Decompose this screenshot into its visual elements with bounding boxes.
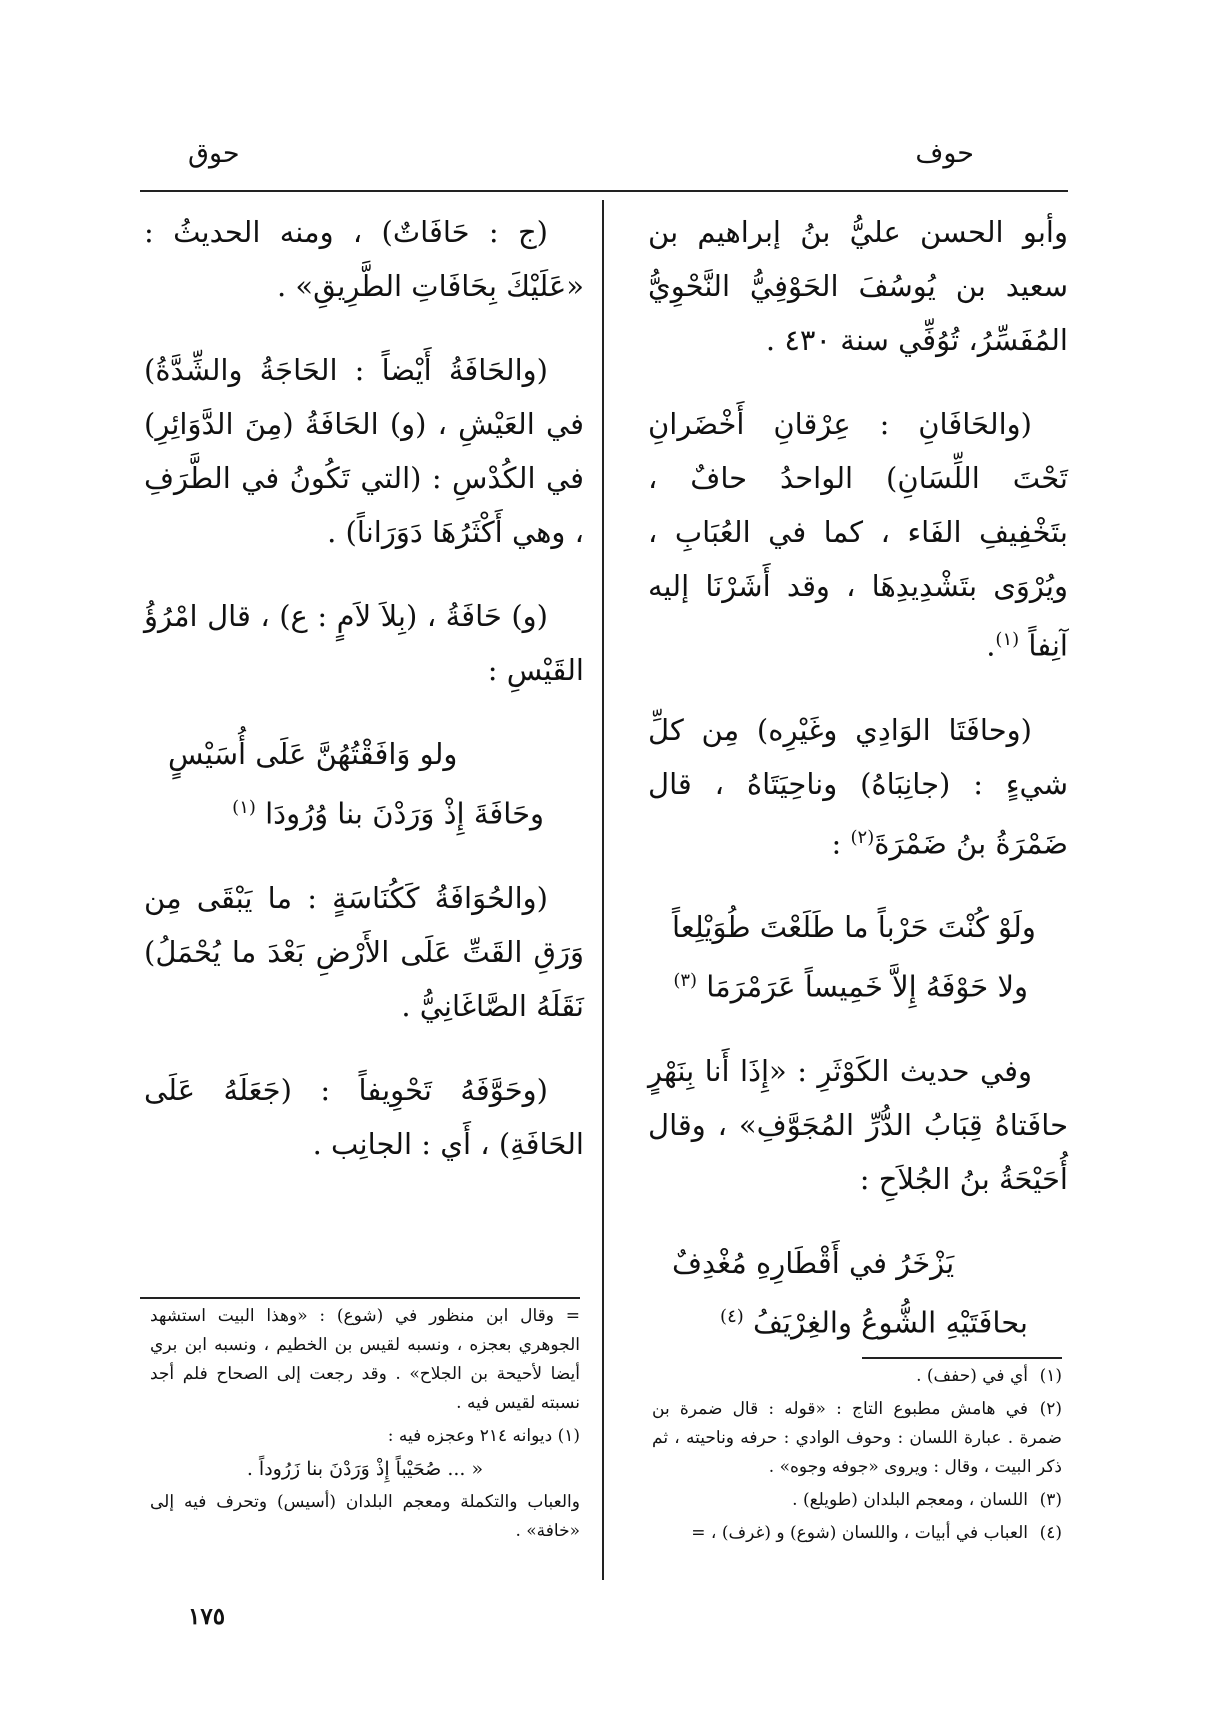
left-footnote-mark-1: (١) [232, 797, 256, 818]
header-rule [140, 190, 1068, 192]
right-paragraph-1: وأبو الحسن عليُّ بنُ إبراهيم بن سعيد بن يُوسُفَ الحَوْفِيُّ النَّحْوِيُّ المُفَسِّرُ، تُوُفِّي سنة ٤٣٠ . [648, 215, 1068, 357]
verse-2-first-hemistich: يَزْخَرُ في أَقْطَارِهِ مُغْدِفٌ [672, 1245, 955, 1280]
left-paragraph-1: (ج : حَافَاتٌ) ، ومنه الحديثُ : «عَلَيْكَ بِحَافَاتِ الطَّرِيقِ» . [144, 215, 584, 303]
right-paragraph-4: وفي حديث الكَوْثَرِ : «إِذَا أَنا بِنَهْرٍ حافَتاهُ قِبَابُ الدُّرِّ المُجَوَّفِ» ، وقال أُحَيْحَةُ بنُ الجُلاَحِ : [648, 1053, 1068, 1196]
footnote-item: والعباب والتكملة ومعجم البلدان (أسيس) وتحرف فيه إلى «خافة» . [150, 1492, 580, 1541]
footnote-mark-2: (٢) [850, 826, 875, 848]
verse-2-second-hemistich: بحافَتَيْهِ الشُّوعُ والغِرْيَفُ $^{(٤)}$ [720, 1305, 1028, 1340]
left-verse-first-hemistich: ولو وَافَقْتُهُنَّ عَلَى أُسَيْسٍ [168, 737, 458, 771]
footnote-quote: « ... صُحَيْباً إِذْ وَرَدْنَ بنا زَرُوداً . [246, 1458, 484, 1480]
right-column [648, 205, 1068, 1380]
footnote-mark-4: (٤) [720, 1305, 744, 1327]
footnote-item: (٤)العباب في أبيات ، واللسان (شوع) و (غرف) ، = [691, 1523, 1062, 1543]
footnote-rule-right [862, 1357, 1062, 1359]
verse-1-first-hemistich: ولَوْ كُنْتَ حَرْباً ما طَلَعْتَ طُوَيْلِعاً [672, 910, 1036, 945]
column-divider [602, 200, 604, 1580]
left-paragraph-3: (و) حَافَةُ ، (بِلاَ لاَمٍ : ع) ، قال امْرُؤُ القَيْسِ : [144, 599, 584, 687]
page-number: ١٧٥ [188, 1603, 226, 1630]
left-verse-second-hemistich: وحَافَةَ إِذْ وَرَدْنَ بنا وُرُودَا $^{(١)}$ [232, 796, 544, 831]
verse-1-second-hemistich: ولا حَوْفَهُ إِلاَّ خَمِيساً عَرَمْرَمَا $^{(٣)}$ [673, 969, 1028, 1004]
footnotes-left [150, 1302, 580, 1550]
running-head-right: حوف [915, 138, 974, 169]
footnotes-right [652, 1362, 1062, 1552]
footnote-mark-3: (٣) [673, 970, 698, 992]
left-paragraph-2: (والحَافَةُ أَيْضاً : الحَاجَةُ والشِّدَّةُ) في العَيْشِ ، (و) الحَافَةُ (مِنَ الدَّوَائِرِ) في الكُدْسِ : (التي تَكُونُ في الطَّرَفِ ، وهي أَكْثَرُهَا دَوَرَاناً) . [144, 353, 584, 549]
footnote-item: (٢)في هامش مطبوع التاج : «قوله : قال ضمرة بن ضمرة . عبارة اللسان : وحوف الوادي : حرفه وناحيته ، ثم ذكر البيت ، وقال : ويروى «جوفه وجوه» . [652, 1399, 1062, 1477]
footnote-mark-1: (١) [995, 629, 1020, 650]
footnote-item: (٣)اللسان ، ومعجم البلدان (طويلع) . [792, 1490, 1062, 1510]
footnote-item: (١) ديوانه ٢١٤ وعجزه فيه : [387, 1426, 580, 1446]
left-paragraph-4: (والحُوَافَةُ كَكُنَاسَةٍ : ما يَبْقَى مِن وَرَقِ القَتِّ عَلَى الأَرْضِ بَعْدَ ما يُحْمَلُ) نَقَلَهُ الصَّاغَانِيُّ . [144, 880, 584, 1023]
running-head-left: حوق [188, 138, 240, 169]
footnote-continuation: = وقال ابن منظور في (شوع) : «وهذا البيت استشهد الجوهري بعجزه ، ونسبه لقيس بن الخطيم ، ونسبه ابن بري أيضا لأحيحة بن الجلاح» . وقد رجعت إلى الصحاح فلم أجد نسبته لقيس فيه . [150, 1306, 580, 1413]
left-column [144, 205, 584, 1201]
right-paragraph-2: (والحَافَانِ : عِرْقانِ أَخْضَرانِ تَحْتَ اللِّسَانِ) الواحدُ حافٌ ، بتَخْفِيفِ الفَاء ، كما في العُبَابِ ، ويُرْوَى بتَشْدِيدِهَا ، وقد أَشَرْنَا إليه آنِفاً $^{(١)}$. [648, 407, 1068, 663]
left-paragraph-5: (وحَوَّفَهُ تَحْوِيفاً : (جَعَلَهُ عَلَى الحَافَةِ) ، أَي : الجانِب . [144, 1072, 584, 1161]
footnote-item: (١)أي في (حفف) . [916, 1366, 1062, 1386]
right-paragraph-3: (وحافَتَا الوَادِي وغَيْرِه) مِن كلِّ شيءٍ : (جانِبَاهُ) وناحِيَتَاهُ ، قال ضَمْرَةُ بنُ ضَمْرَةَ$^{(٢)}$ : [648, 712, 1068, 861]
footnote-rule-left [140, 1297, 580, 1299]
